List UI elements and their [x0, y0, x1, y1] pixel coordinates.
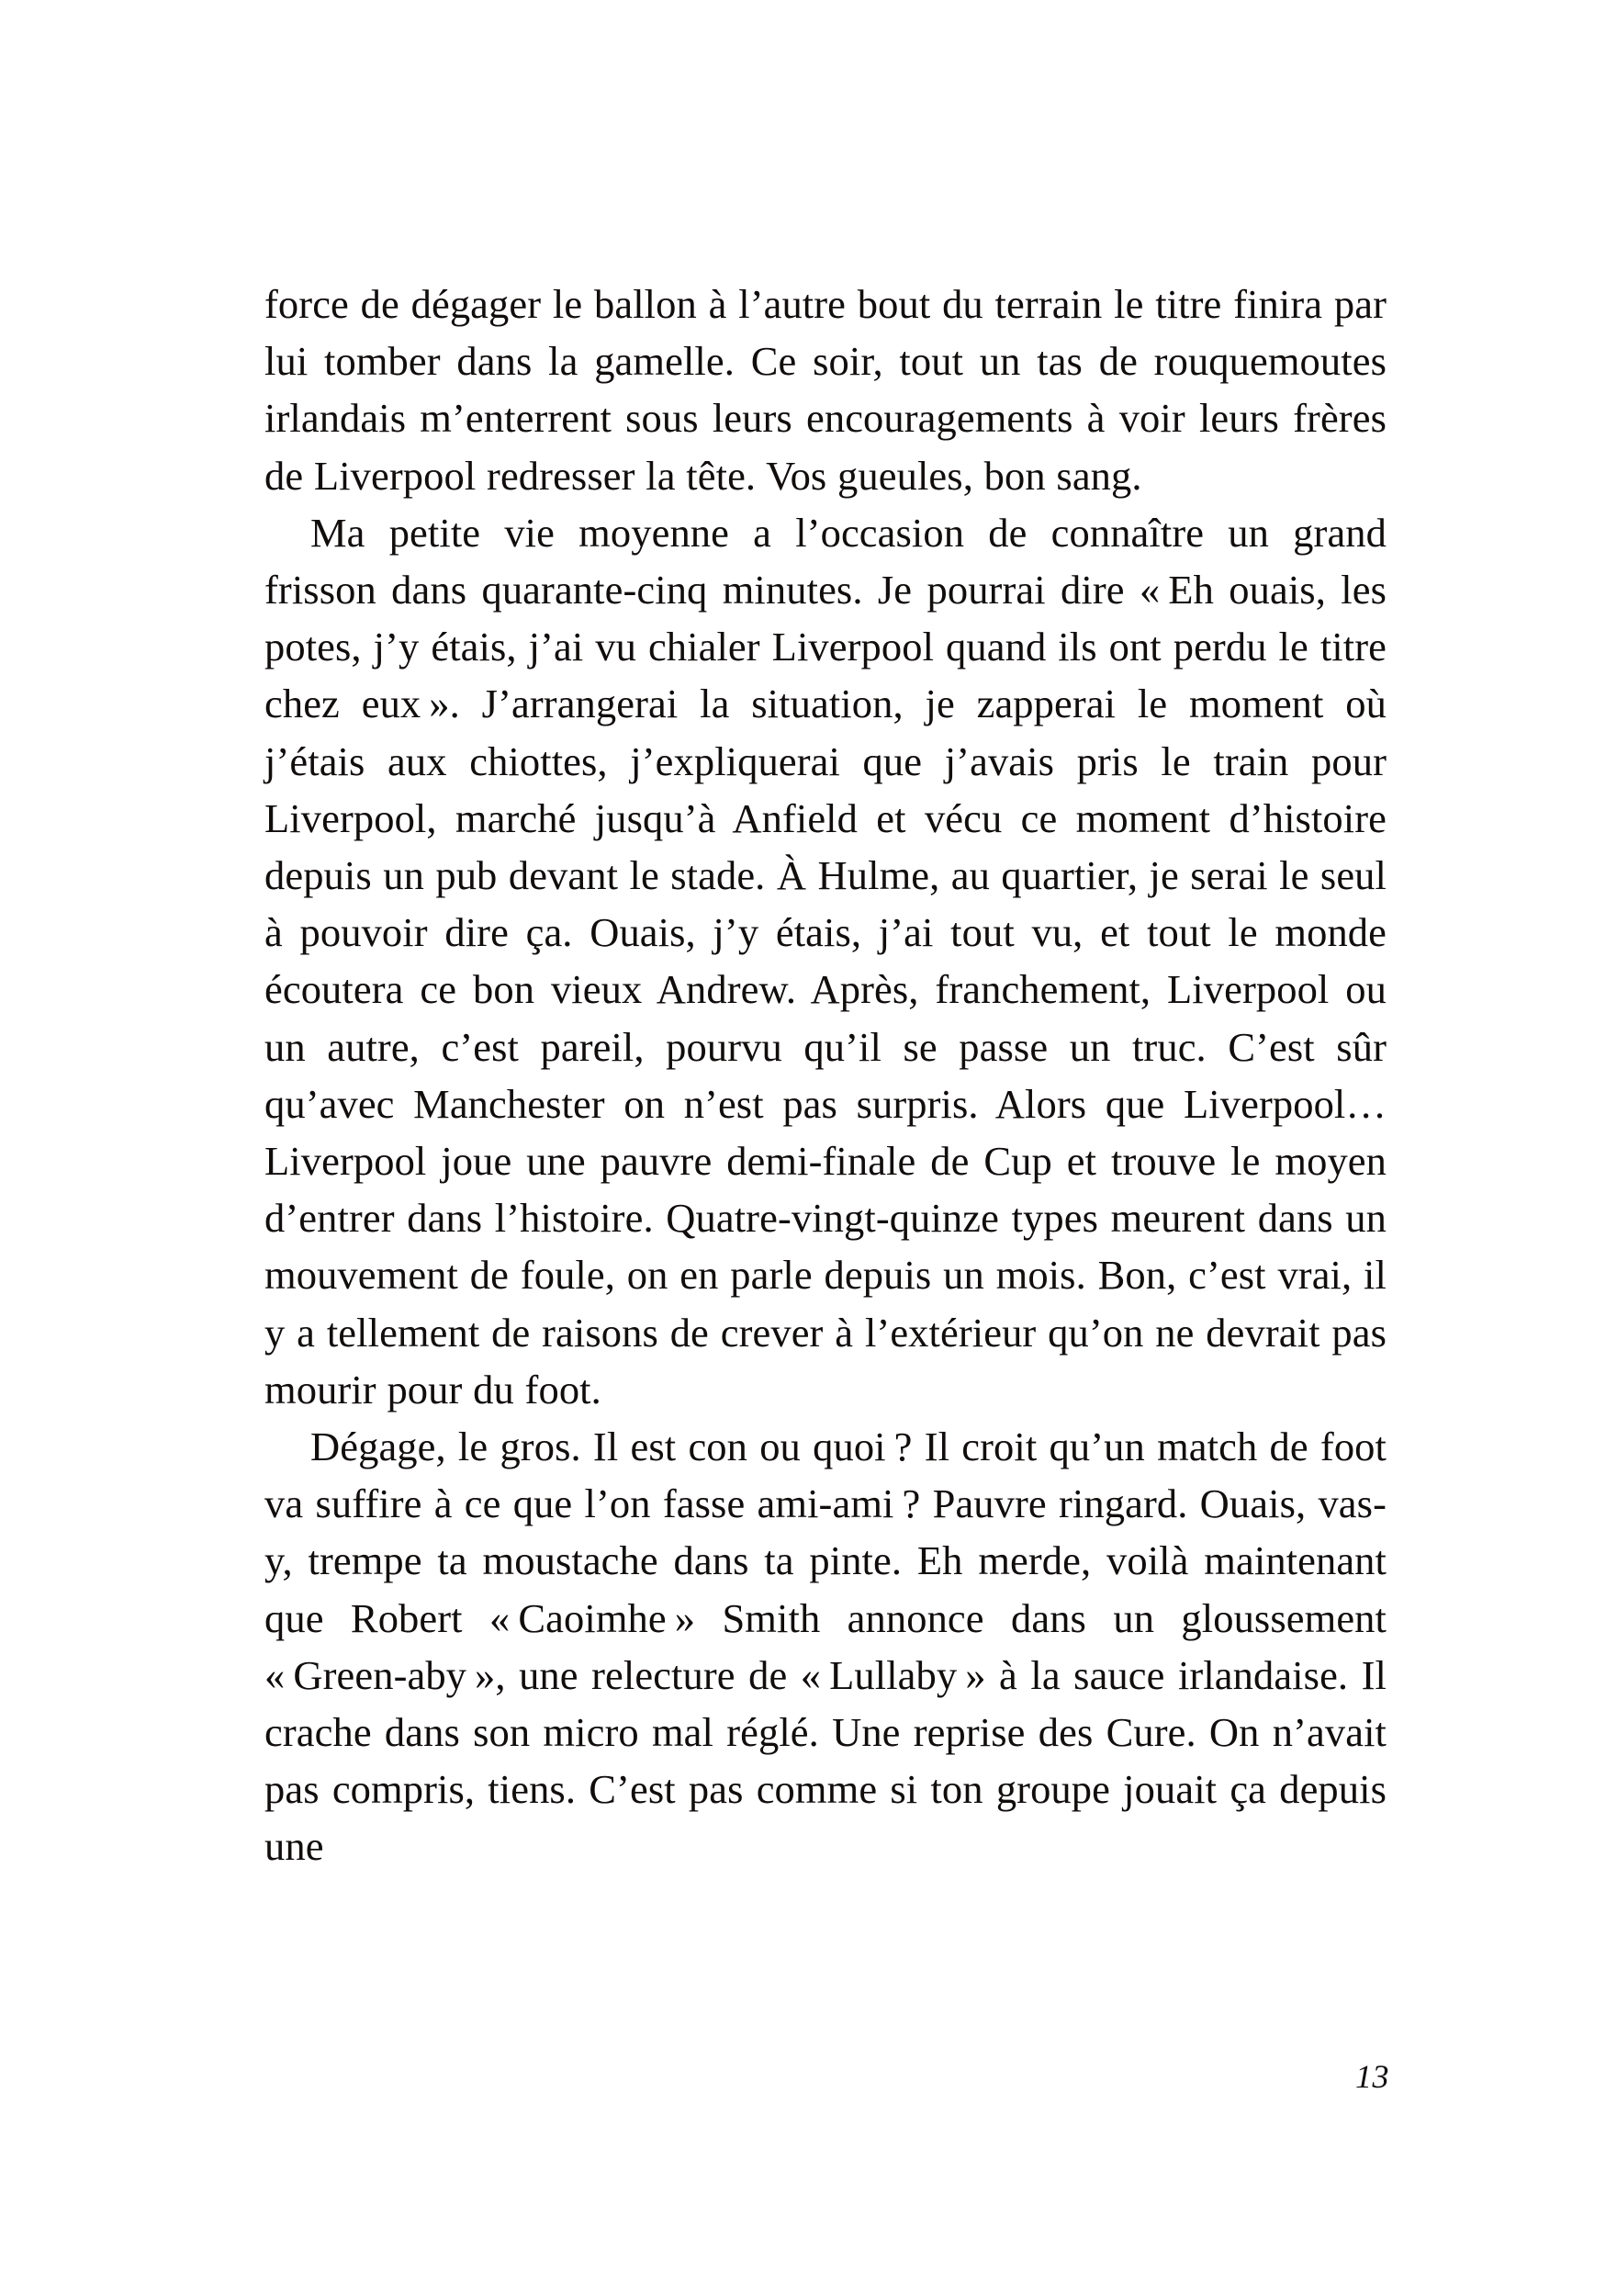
paragraph-continuation: force de dégager le ballon à l’autre bout du terrain le titre finira par lui tomber dans la gamelle. Ce soir, tout un tas de rouquemoutes irlandais m’enterrent sous leurs encouragements à voir leurs frères de Liverpool redresser la tête. Vos gueules, bon sang. — [264, 281, 1387, 499]
page-number: 13 — [1355, 2058, 1389, 2095]
body-text-column — [264, 276, 1387, 1875]
paragraph-degage-le-gros: Dégage, le gros. Il est con ou quoi ? Il croit qu’un match de foot va suffire à ce que l’on fasse ami-ami ? Pauvre ringard. Ouais, vas-y, trempe ta moustache dans ta pinte. Eh merde, voilà maintenant que Robert « Caoimhe » Smith annonce dans un gloussement « Green-aby », une relecture de « Lullaby » à la sauce irlandaise. Il crache dans son micro mal réglé. Une reprise des Cure. On n’avait pas compris, tiens. C’est pas comme si ton groupe jouait ça depuis une — [264, 1424, 1387, 1870]
paragraph-ma-petite-vie: Ma petite vie moyenne a l’occasion de connaître un grand frisson dans quarante-cinq minutes. Je pourrai dire « Eh ouais, les potes, j’y étais, j’ai vu chialer Liverpool quand ils ont perdu le titre chez eux ». J’arrangerai la situation, je zapperai le moment où j’étais aux chiottes, j’expliquerai que j’avais pris le train pour Liverpool, marché jusqu’à Anfield et vécu ce moment d’histoire depuis un pub devant le stade. À Hulme, au quartier, je serai le seul à pouvoir dire ça. Ouais, j’y étais, j’ai tout vu, et tout le monde écoutera ce bon vieux Andrew. Après, franchement, Liverpool ou un autre, c’est pareil, pourvu qu’il se passe un truc. C’est sûr qu’avec Manchester on n’est pas surpris. Alors que Liverpool… Liverpool joue une pauvre demi-finale de Cup et trouve le moyen d’entrer dans l’histoire. Quatre-vingt-quinze types meurent dans un mouvement de foule, on en parle depuis un mois. Bon, c’est vrai, il y a tellement de raisons de crever à l’extérieur qu’on ne devrait pas mourir pour du foot. — [264, 509, 1387, 1412]
